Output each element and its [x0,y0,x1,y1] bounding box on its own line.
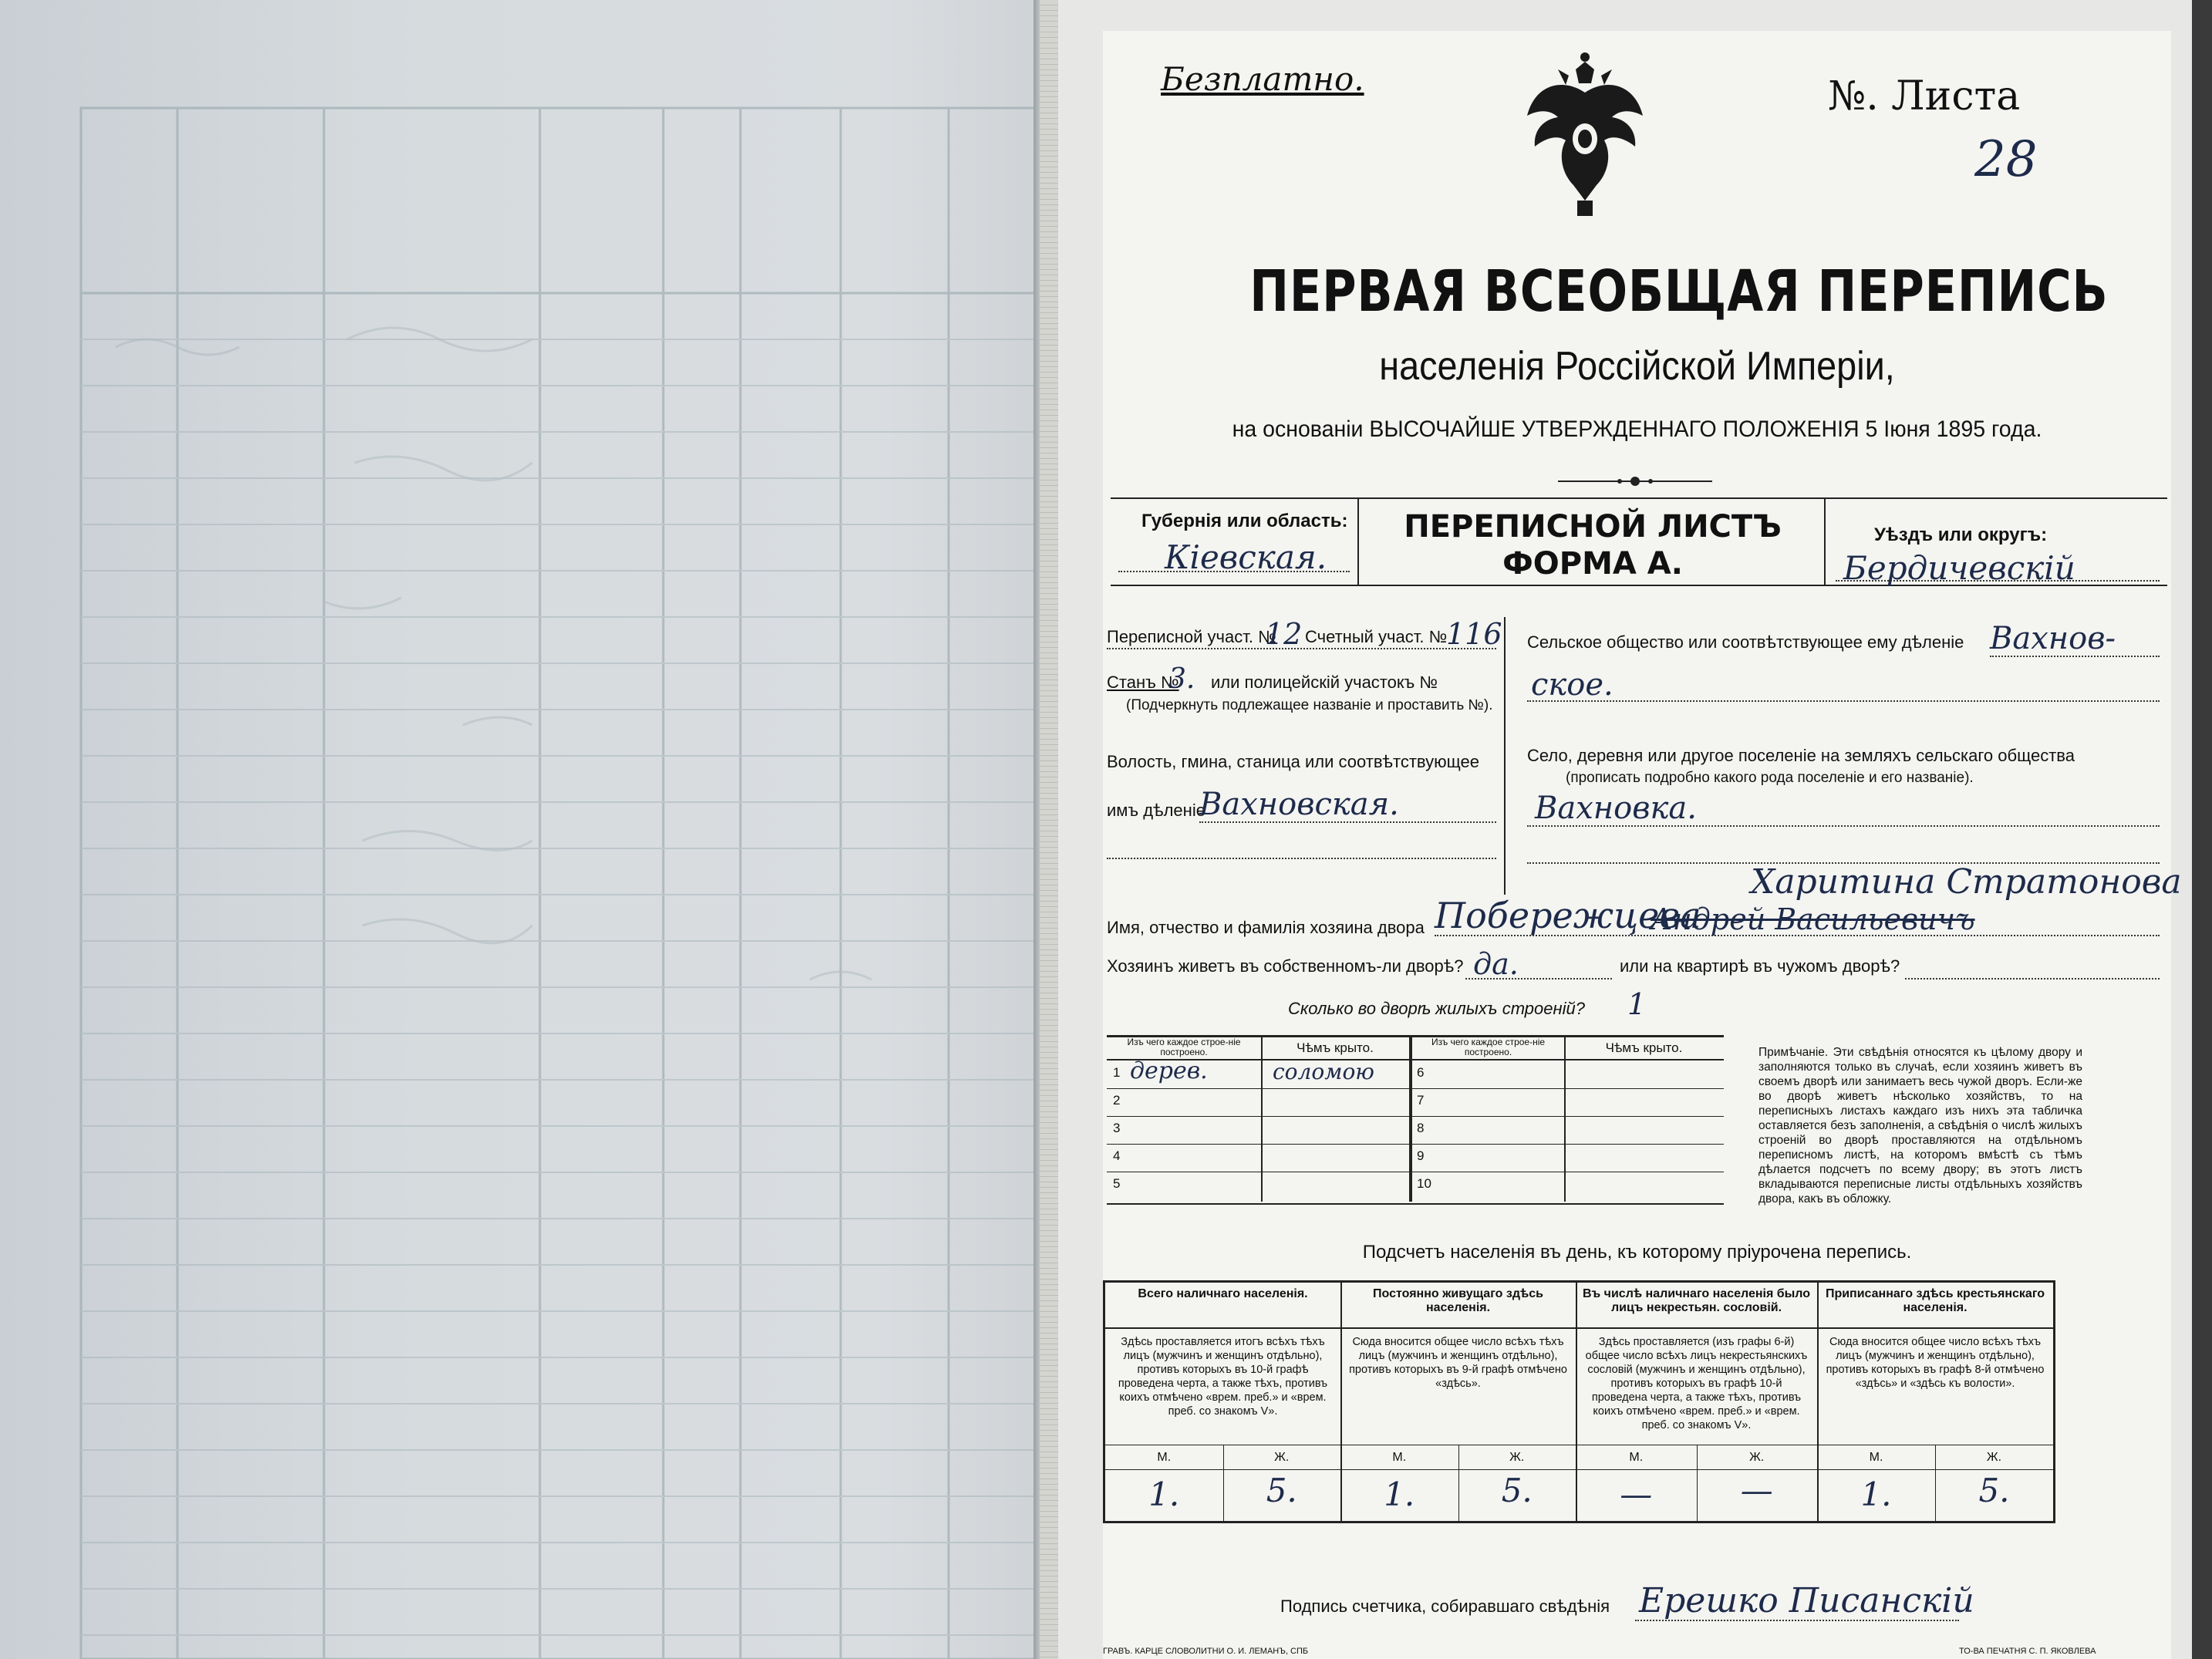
signature-label: Подпись счетчика, собиравшаго свѣдѣнія [1280,1597,1610,1616]
male-label: М. [1629,1451,1644,1464]
count-col-header: Постоянно живущаго здѣсь населенія. [1373,1287,1543,1314]
count-title: Подсчетъ населенія въ день, къ которому пріурочена перепись. [1362,1242,1912,1263]
building-row-number: 10 [1417,1176,1431,1191]
building-row-number: 7 [1417,1093,1425,1108]
count-col-header: Въ числѣ наличнаго населенія было лицъ некрестьян. сословій. [1583,1287,1810,1314]
building-row-number: 6 [1417,1065,1425,1080]
male-label: М. [1392,1451,1407,1464]
community-value-2: ское. [1531,667,1613,703]
roof-header-left: Чѣмъ крыто. [1297,1040,1374,1055]
own-yard-value: да. [1473,947,1519,981]
building-row-number: 5 [1113,1176,1121,1191]
material-header-right: Изъ чего каждое строе-ніе построено. [1431,1037,1546,1057]
female-label: Ж. [1274,1451,1290,1464]
building-row-number: 9 [1417,1148,1425,1163]
roof-header-right: Чѣмъ крыто. [1605,1040,1683,1055]
imperial-eagle-emblem [1519,46,1651,224]
form-title-line1: ПЕРЕПИСНОЙ ЛИСТЪ [1404,509,1782,545]
village-value: Вахновка. [1535,791,1697,826]
census-form-sheet [1103,31,2182,1659]
male-label: М. [1869,1451,1883,1464]
village-label: Село, деревня или другое поселеніе на земляхъ сельскаго общества [1527,746,2075,765]
census-section-value: 12 [1265,617,1303,651]
census-subtitle: населенія Россійской Имперіи, [1379,344,1895,389]
owner-value-above: Харитина Стратонова [1751,862,2182,902]
buildings-value: 1 [1627,987,1647,1021]
province-label: Губернія или область: [1141,511,1348,531]
count-col-header: Всего наличнаго населенія. [1138,1287,1308,1300]
stan-label: Станъ № [1107,673,1179,692]
count-col-header: Приписаннаго здѣсь крестьянскаго населенія. [1825,1287,2045,1314]
building-row-number: 2 [1113,1093,1121,1108]
own-yard-label: Хозяинъ живетъ въ собственномъ-ли дворѣ? [1107,956,1464,976]
province-value: Кіевская. [1165,538,1327,576]
row1-roof: соломою [1273,1059,1374,1084]
female-label: Ж. [1509,1451,1525,1464]
ornament-divider [1558,474,1712,489]
row1-material: дерев. [1130,1057,1208,1084]
free-label: Безплатно. [1161,60,1364,98]
sheet-number-value: 28 [1974,131,2038,188]
police-label: или полицейскій участокъ № [1211,673,1438,692]
village-note: (прописать подробно какого рода поселеніе и его названіе). [1566,770,1974,786]
footer-left: ГРАВЪ. КАРЦЕ СЛОВОЛИТНИ О. И. ЛЕМАНЪ, СПБ [1103,1647,1309,1656]
owner-value: Побережцева [1435,895,1701,936]
volost-label: Волость, гмина, станица или соотвѣтствующее [1107,752,1479,771]
count-col-description: Здѣсь проставляется итогъ всѣхъ тѣхъ лицъ (мужчинъ и женщинъ отдѣльно), противъ которыхъ въ 10-й графѣ проведена черта, а также тѣхъ, противъ коихъ отмѣчено «врем. преб.» и «врем. преб. со знакомъ V». [1118,1336,1328,1418]
decree-line: на основаніи ВЫСОЧАЙШЕ УТВЕРЖДЕННАГО ПОЛОЖЕНІЯ 5 Іюня 1895 года. [1232,416,2042,442]
underline-note: (Подчеркнуть подлежащее названіе и проставить №). [1126,697,1493,713]
male-count: — [1620,1475,1653,1513]
census-title: ПЕРВАЯ ВСЕОБЩАЯ ПЕРЕПИСЬ [1249,258,2109,325]
male-count: 1. [1860,1475,1892,1513]
form-title-line2: ФОРМА А. [1502,546,1683,582]
female-count: 5. [1266,1472,1297,1509]
owner-label: Имя, отчество и фамилія хозяина двора [1107,918,1425,937]
buildings-label: Сколько во дворѣ жилыхъ строеній? [1288,999,1585,1018]
footer-right: ТО-ВА ПЕЧАТНЯ С. П. ЯКОВЛЕВА [1959,1647,2096,1656]
owner-struck-value: Андрей Васильевичъ [1651,902,1975,936]
female-label: Ж. [1986,1451,2002,1464]
male-count: 1. [1148,1475,1180,1513]
material-header-left: Изъ чего каждое строе-ніе построено. [1127,1037,1241,1057]
buildings-table [1107,1035,1724,1205]
building-row-number: 1 [1113,1065,1121,1080]
female-count: — [1740,1472,1773,1509]
census-section-label: Переписной участ. № [1107,627,1276,646]
building-row-number: 3 [1113,1121,1121,1135]
district-label: Уѣздъ или округъ: [1874,524,2048,545]
count-section-label: Счетный участ. № [1305,627,1448,646]
count-col-description: Сюда вносится общее число всѣхъ тѣхъ лицъ (мужчинъ и женщинъ отдѣльно), противъ которыхъ въ 9-й графѣ отмѣчено «здѣсь». [1349,1336,1567,1390]
sheet-number-label: №. Листа [1828,73,2021,120]
female-count: 5. [1978,1472,2010,1509]
community-value-1: Вахнов- [1990,621,2116,656]
community-label: Сельское общество или соотвѣтствующее ему дѣленіе [1527,632,1964,652]
volost-label-2: имъ дѣленіе [1107,801,1205,820]
female-label: Ж. [1749,1451,1765,1464]
district-value: Бердичевскій [1843,549,2075,587]
count-col-description: Здѣсь проставляется (изъ графы 6-й) общее число всѣхъ лицъ некрестьянскихъ сословій (мужчинъ и женщинъ отдѣльно), противъ которыхъ въ графѣ 10-й проведена черта, а также тѣхъ, противъ коихъ отмѣчено «врем. преб.» и «врем. преб. со знакомъ V». [1585,1336,1808,1431]
male-count: 1. [1384,1475,1415,1513]
female-count: 5. [1501,1472,1533,1509]
left-page [0,0,1043,1659]
building-row-number: 4 [1113,1148,1121,1163]
count-col-description: Сюда вносится общее число всѣхъ тѣхъ лицъ (мужчинъ и женщинъ отдѣльно), противъ которыхъ въ графѣ 8-й отмѣчено «здѣсь» и «здѣсь къ волости». [1826,1336,2045,1390]
note-text: Примѣчаніе. Эти свѣдѣнія относятся къ цѣлому двору и заполняются только въ случаѣ, если хозяинъ живетъ въ своемъ дворѣ или занимаетъ весь чужой дворъ. Если-же во дворѣ живетъ нѣсколько хозяйствъ, то на переписныхъ листахъ каждаго изъ нихъ эта табличка оставляется безъ заполненія, а свѣдѣнія о числѣ жилыхъ строеній во дворѣ проставляются на отдѣльномъ переписномъ листѣ, на которомъ вмѣстѣ съ тѣмъ дѣлается подсчетъ по всему двору; въ этотъ листъ вкладываются переписные листы отдѣльныхъ хозяйствъ двора, какъ въ обложку. [1758,1046,2082,1205]
volost-value: Вахновская. [1199,787,1399,822]
rented-label: или на квартирѣ въ чужомъ дворѣ? [1620,956,1900,976]
count-section-value: 116 [1446,617,1502,651]
left-page-ruled-grid [0,0,1043,1659]
signature-value: Ерешко Писанскій [1639,1581,1974,1620]
stan-value: 3. [1168,663,1195,695]
building-row-number: 8 [1417,1121,1425,1135]
population-count-table [1103,1280,2055,1523]
male-label: М. [1157,1451,1172,1464]
